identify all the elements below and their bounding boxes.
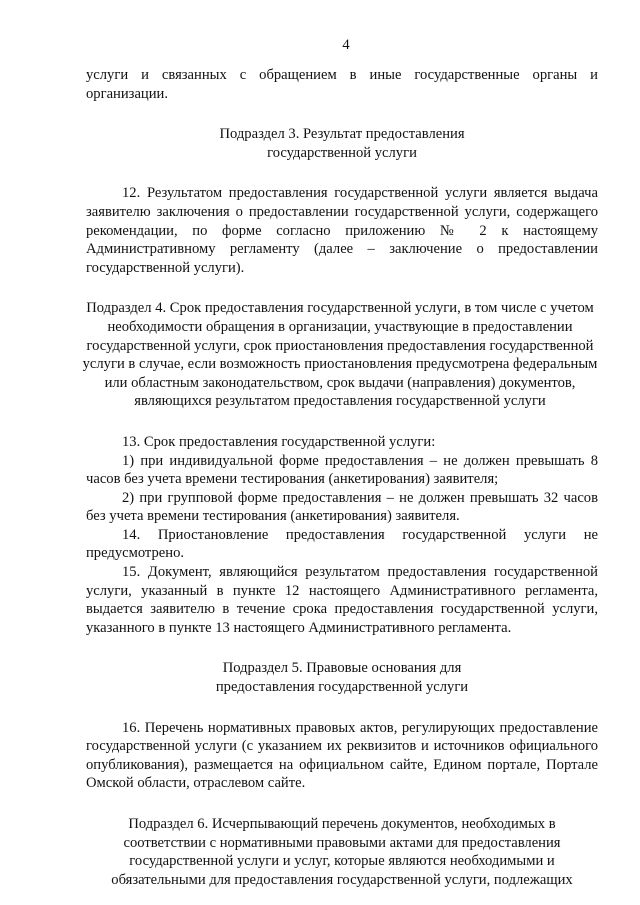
subsection-4-heading: Подраздел 4. Срок предоставления государственной услуги, в том числе с учетом необходимости обращения в организации, участвующие в предоставлении государственной услуги, срок приостановления предоставления государственной услуги в случае, если возможность приостановления предусмотрена федеральным или областным законодательством, срок выдачи (направления) документов, являющихся результатом предоставления государственной услуги	[82, 300, 598, 410]
paragraph-13-item-1: 1) при индивидуальной форме предоставления – не должен превышать 8 часов без учета времени тестирования (анкетирования) заявителя;	[86, 452, 598, 488]
paragraph-13-item-2: 2) при групповой форме предоставления – не должен превышать 32 часов без учета времени тестирования (анкетирования) заявителя.	[86, 489, 598, 525]
paragraph-13: 13. Срок предоставления государственной услуги:	[122, 433, 436, 450]
document-body	[82, 66, 598, 889]
paragraph-12: 12. Результатом предоставления государственной услуги является выдача заявителю заключения о предоставлении государственной услуги, содержащего рекомендации, по форме согласно приложению № 2 к настоящему Административному регламенту (далее – заключение о предоставлении государственной услуги).	[86, 185, 598, 276]
subsection-5-heading: Подраздел 5. Правовые основания для предоставления государственной услуги	[215, 660, 469, 696]
paragraph-15: 15. Документ, являющийся результатом предоставления государственной услуги, указанный в пункте 12 настоящего Административного регламента, выдается заявителю в течение срока предоставления государственной услуги, указанного в пункте 13 настоящего Административного регламента.	[86, 564, 598, 636]
subsection-3-heading: Подраздел 3. Результат предоставления государственной услуги	[219, 126, 465, 161]
page-number: 4	[342, 37, 350, 53]
paragraph-14: 14. Приостановление предоставления государственной услуги не предусмотрено.	[86, 526, 598, 562]
paragraph-continuation: услуги и связанных с обращением в иные государственные органы и организации.	[86, 67, 598, 102]
subsection-6-heading: Подраздел 6. Исчерпывающий перечень документов, необходимых в соответствии с нормативными правовыми актами для предоставления государственной услуги и услуг, которые являются необходимыми и обязательными для предоставления государственной услуги, подлежащих	[111, 816, 573, 888]
paragraph-16: 16. Перечень нормативных правовых актов, регулирующих предоставление государственной услуги (с указанием их реквизитов и источников официального опубликования), размещается на официальном сайте, Едином портале, Портале Омской области, отраслевом сайте.	[86, 719, 598, 792]
